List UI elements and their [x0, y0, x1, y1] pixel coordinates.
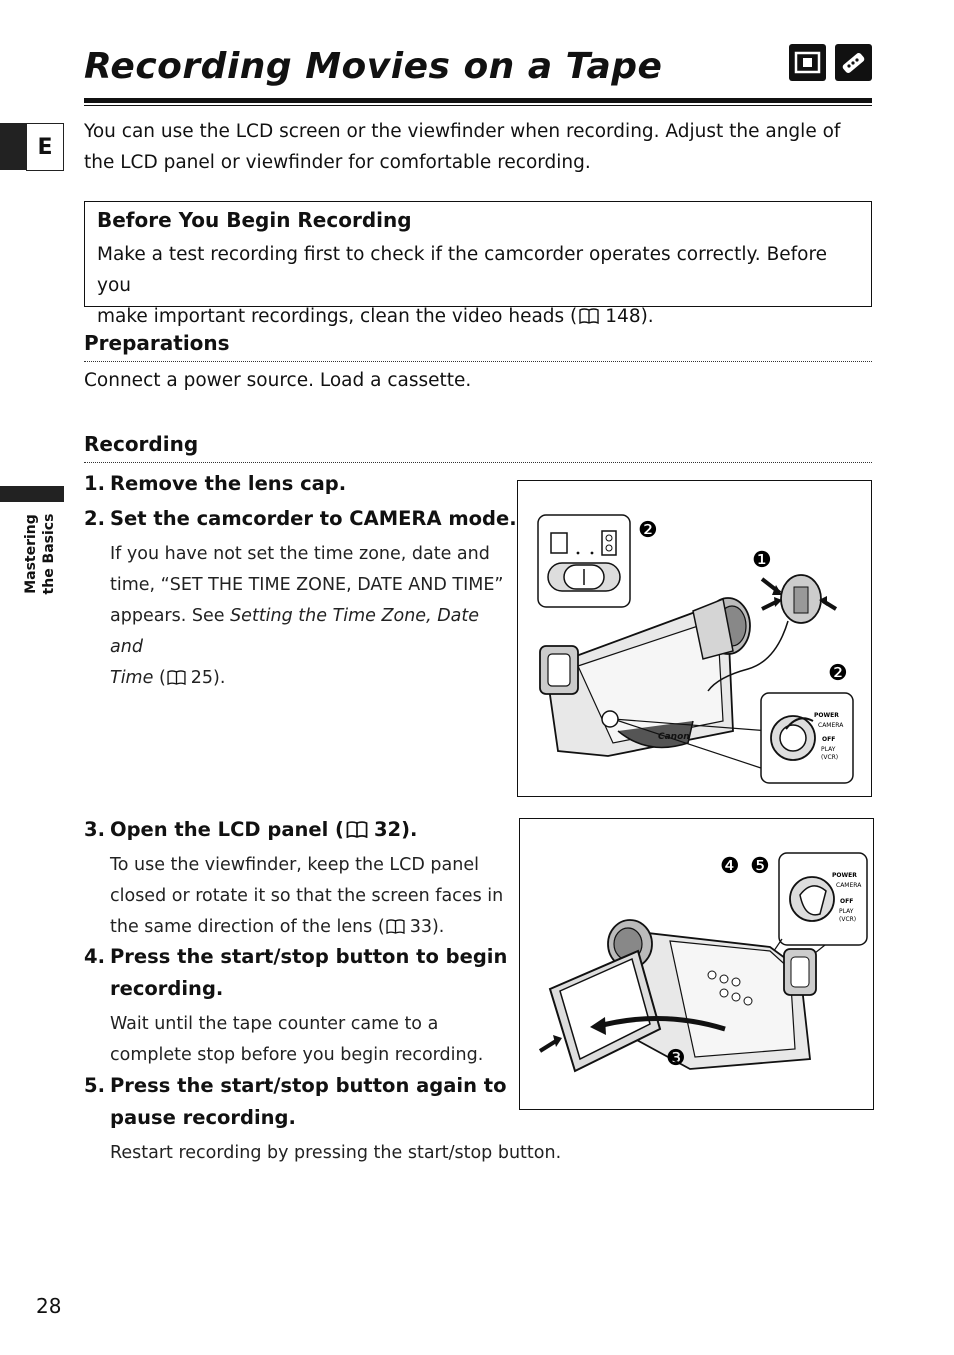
page-number: 28: [36, 1294, 62, 1318]
preparations-heading: Preparations: [84, 331, 230, 355]
svg-text:OFF: OFF: [822, 736, 836, 743]
section-tab-bar: [0, 486, 64, 502]
step-4-description: Wait until the tape counter came to a complete stop before you begin recording.: [110, 1014, 484, 1065]
recording-heading: Recording: [84, 432, 199, 456]
step-2: 2. Set the camcorder to CAMERA mode.: [84, 507, 517, 530]
section-side-label: Mastering the Basics: [23, 513, 57, 595]
svg-text:POWER: POWER: [832, 872, 857, 879]
svg-text:CAMERA: CAMERA: [818, 722, 844, 729]
recording-divider: [84, 462, 872, 463]
preparations-text: Connect a power source. Load a cassette.: [84, 370, 472, 391]
callout-2-dial: ❷: [828, 661, 848, 686]
svg-text:(VCR): (VCR): [821, 754, 839, 761]
step-5-description: Restart recording by pressing the start/stop button.: [110, 1143, 562, 1163]
remote-control-icon: [835, 44, 872, 81]
book-icon: [579, 303, 599, 334]
step-3-description: To use the viewfinder, keep the LCD panel closed or rotate it so that the screen faces in the same direction of the lens ( 33).: [110, 850, 510, 945]
note-text: Make a test recording first to check if the camcorder operates correctly. Before you make important recordings, clean the video heads ( 148).: [97, 239, 865, 334]
language-tab: E: [26, 123, 64, 171]
page-title: Recording Movies on a Tape: [84, 46, 663, 87]
callout-3: ❸: [666, 1046, 686, 1071]
step-4: 4. Press the start/stop button to begin recording.: [84, 945, 508, 1000]
callout-5: ❺: [750, 854, 770, 879]
title-rule: [84, 98, 872, 103]
preparations-divider: [84, 361, 872, 362]
power-switch-inset: [538, 515, 630, 607]
step-2-description: If you have not set the time zone, date and time, “SET THE TIME ZONE, DATE AND TIME” appears. See Setting the Time Zone, Date and Time ( 25).: [110, 539, 510, 696]
svg-text:PLAY: PLAY: [821, 746, 836, 753]
svg-text:POWER: POWER: [814, 712, 839, 719]
note-title: Before You Begin Recording: [97, 208, 412, 232]
camera-mode-icon: [789, 44, 826, 81]
svg-text:PLAY: PLAY: [839, 908, 854, 915]
step-5: 5. Press the start/stop button again to pause recording.: [84, 1074, 507, 1129]
callout-1: ❶: [752, 548, 772, 573]
book-icon: [346, 816, 368, 848]
step-3: 3. Open the LCD panel ( 32).: [84, 814, 417, 848]
figure-lens-cap-camera-mode: [517, 480, 872, 797]
figure-open-lcd-record: [519, 818, 874, 1110]
svg-text:CAMERA: CAMERA: [836, 882, 862, 889]
callout-4: ❹: [720, 854, 740, 879]
svg-text:Canon: Canon: [658, 732, 690, 742]
title-rule-thin: [84, 105, 872, 106]
callout-2: ❷: [638, 518, 658, 543]
intro-paragraph: You can use the LCD screen or the viewfinder when recording. Adjust the angle of the LCD panel or viewfinder for comfortable recording.: [84, 121, 841, 173]
step-1: 1. Remove the lens cap.: [84, 472, 347, 495]
svg-text:OFF: OFF: [840, 898, 854, 905]
book-icon: [167, 665, 186, 696]
svg-text:(VCR): (VCR): [839, 916, 857, 923]
